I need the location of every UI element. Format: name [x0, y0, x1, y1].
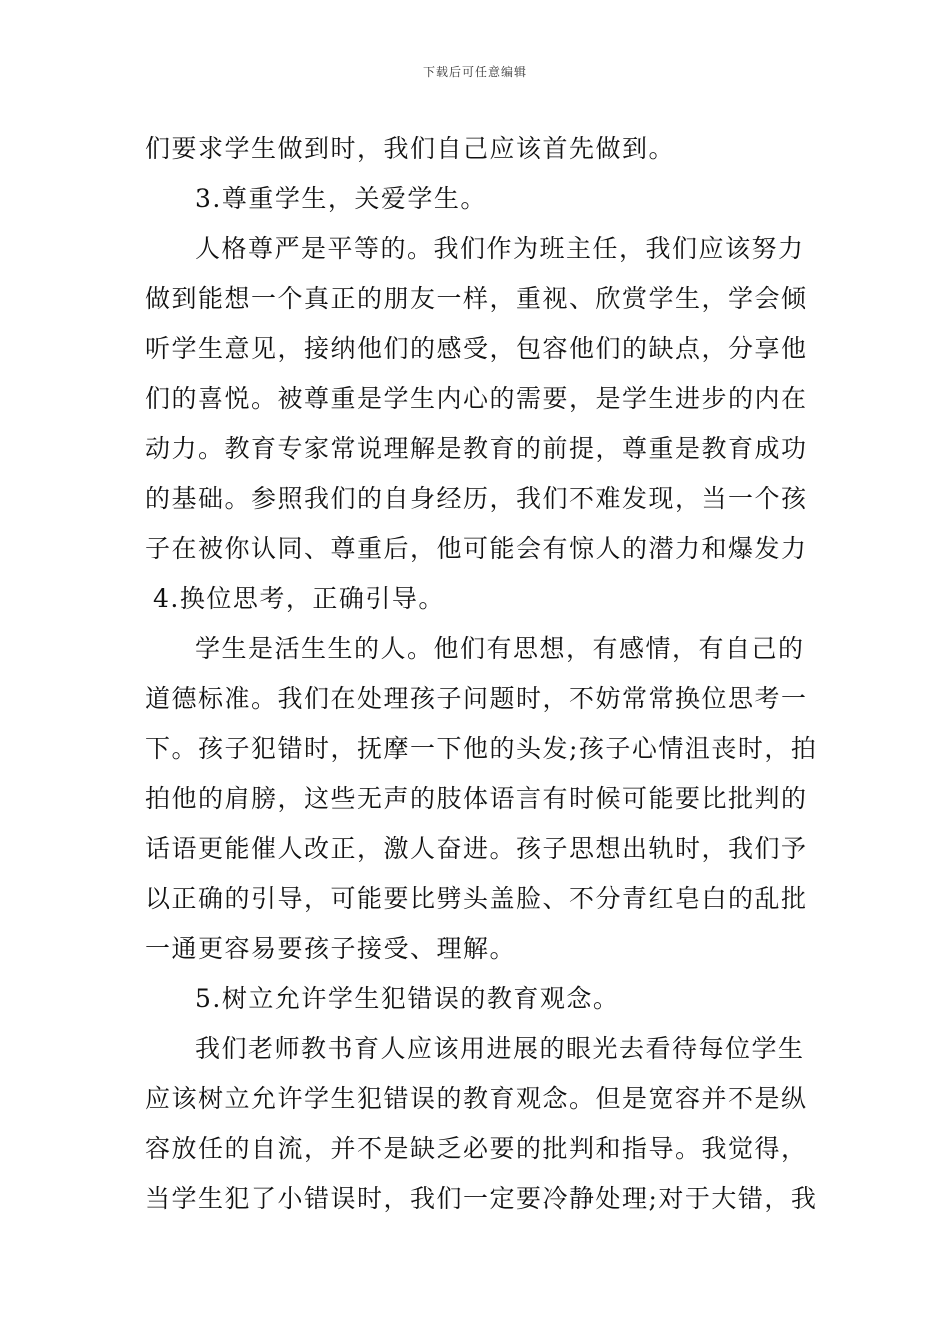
text-line: 一通更容易要孩子接受、理解。	[145, 934, 517, 963]
text-line: 子在被你认同、尊重后，他可能会有惊人的潜力和爆发力	[145, 534, 808, 563]
text-line: 的基础。参照我们的自身经历，我们不难发现，当一个孩	[145, 484, 808, 513]
text-line: 做到能想一个真正的朋友一样，重视、欣赏学生，学会倾	[145, 284, 808, 313]
text-line: 人格尊严是平等的。我们作为班主任，我们应该努力	[195, 234, 805, 263]
section-heading-4: 4.换位思考，正确引导。	[153, 584, 445, 613]
text-line: 们的喜悦。被尊重是学生内心的需要，是学生进步的内在	[145, 384, 808, 413]
text-line: 们要求学生做到时，我们自己应该首先做到。	[145, 134, 676, 163]
text-line: 下。孩子犯错时，抚摩一下他的头发;孩子心情沮丧时，拍	[145, 734, 818, 763]
text-line: 以正确的引导，可能要比劈头盖脸、不分青红皂白的乱批	[145, 884, 808, 913]
text-line: 当学生犯了小错误时，我们一定要冷静处理;对于大错，我	[145, 1184, 818, 1213]
text-line: 容放任的自流，并不是缺乏必要的批判和指导。我觉得，	[145, 1134, 808, 1163]
text-line: 道德标准。我们在处理孩子问题时，不妨常常换位思考一	[145, 684, 808, 713]
text-line: 学生是活生生的人。他们有思想，有感情，有自己的	[195, 634, 805, 663]
text-line: 动力。教育专家常说理解是教育的前提，尊重是教育成功	[145, 434, 808, 463]
section-heading-3: 3.尊重学生，关爱学生。	[195, 184, 487, 213]
section-heading-5: 5.树立允许学生犯错误的教育观念。	[195, 984, 620, 1013]
text-line: 话语更能催人改正，激人奋进。孩子思想出轨时，我们予	[145, 834, 808, 863]
page-header: 下载后可任意编辑	[422, 65, 527, 79]
text-line: 听学生意见，接纳他们的感受，包容他们的缺点，分享他	[145, 334, 808, 363]
text-line: 应该树立允许学生犯错误的教育观念。但是宽容并不是纵	[145, 1084, 808, 1113]
text-line: 我们老师教书育人应该用进展的眼光去看待每位学生	[195, 1034, 805, 1063]
text-line: 拍他的肩膀，这些无声的肢体语言有时候可能要比批判的	[145, 784, 808, 813]
